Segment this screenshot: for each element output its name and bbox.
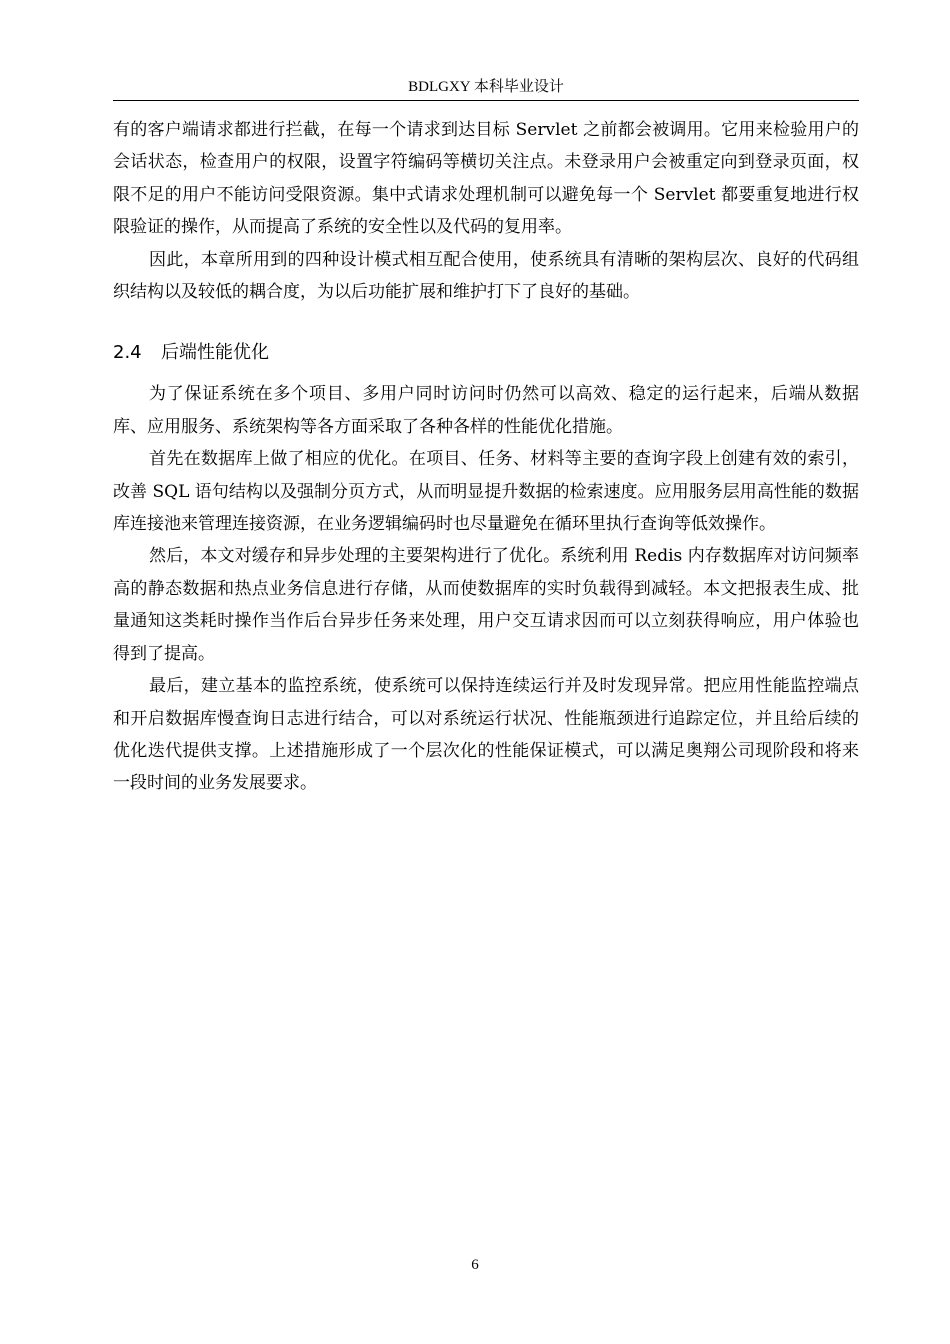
paragraph-chapter-summary: 因此，本章所用到的四种设计模式相互配合使用，使系统具有清晰的架构层次、良好的代码组织结构以及较低的耦合度，为以后功能扩展和维护打下了良好的基础。 (113, 249, 859, 303)
header-divider (113, 100, 859, 101)
page-number: 6 (471, 1257, 479, 1273)
section-title: 后端性能优化 (161, 342, 269, 364)
main-content (113, 114, 859, 800)
section-number: 2.4 (113, 342, 142, 364)
paragraph-monitoring: 最后，建立基本的监控系统，使系统可以保持连续运行并及时发现异常。把应用性能监控端点和开启数据库慢查询日志进行结合，可以对系统运行状况、性能瓶颈进行追踪定位，并且给后续的优化迭代提供支撑。上述措施形成了一个层次化的性能保证模式，可以满足奥翔公司现阶段和将来一段时间的业务发展要求。 (113, 676, 859, 794)
page-header-title: BDLGXY 本科毕业设计 (408, 79, 564, 95)
section-heading (113, 338, 859, 368)
paragraph-intro: 为了保证系统在多个项目、多用户同时访问时仍然可以高效、稳定的运行起来，后端从数据库、应用服务、系统架构等各方面采取了各种各样的性能优化措施。 (113, 384, 859, 437)
paragraph-cache-async: 然后，本文对缓存和异步处理的主要架构进行了优化。系统利用 Redis 内存数据库对访问频率高的静态数据和热点业务信息进行存储，从而使数据库的实时负载得到减轻。本文把报表生成、批量通知这类耗时操作当作后台异步任务来处理，用户交互请求因而可以立刻获得响应，用户体验也得到了提高。 (113, 546, 859, 664)
paragraph-continued: 有的客户端请求都进行拦截，在每一个请求到达目标 Servlet 之前都会被调用。它用来检验用户的会话状态，检查用户的权限，设置字符编码等横切关注点。未登录用户会被重定向到登录页面，权限不足的用户不能访问受限资源。集中式请求处理机制可以避免每一个 Servlet 都要重复地进行权限验证的操作，从而提高了系统的安全性以及代码的复用率。 (113, 120, 859, 238)
paragraph-database-optimization: 首先在数据库上做了相应的优化。在项目、任务、材料等主要的查询字段上创建有效的索引，改善 SQL 语句结构以及强制分页方式，从而明显提升数据的检索速度。应用服务层用高性能的数据库连接池来管理连接资源，在业务逻辑编码时也尽量避免在循环里执行查询等低效操作。 (113, 449, 859, 535)
